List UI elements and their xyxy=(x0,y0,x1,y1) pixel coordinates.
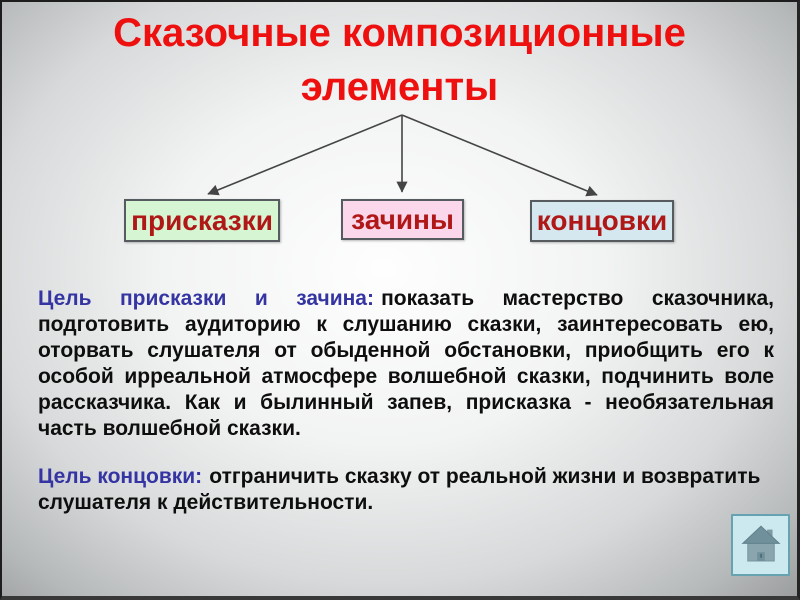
diagram-box-priskazki-label: присказки xyxy=(131,204,273,236)
home-button[interactable] xyxy=(731,514,790,576)
home-icon xyxy=(739,523,783,567)
paragraph-koncovka-lead: Цель концовки: xyxy=(38,465,203,488)
diagram-box-koncovki-label: концовки xyxy=(536,205,668,236)
diagram-box-koncovki xyxy=(530,200,674,242)
diagram-box-priskazki xyxy=(124,199,280,242)
page-title-line2: элементы xyxy=(300,65,499,109)
paragraph-koncovka xyxy=(38,464,774,516)
page-title-line1: Сказочные композиционные xyxy=(113,11,686,55)
page-title xyxy=(2,6,797,114)
paragraph-koncovka-body: отграничить сказку от реальной жизни и возвратить слушателя к действительности. xyxy=(38,465,761,514)
paragraph-priskazki-zachin xyxy=(38,286,774,442)
diagram-box-zachiny-label: зачины xyxy=(351,203,454,235)
body-text xyxy=(38,286,774,516)
diagram-box-zachiny xyxy=(341,199,464,240)
paragraph-priskazki-zachin-lead: Цель присказки и зачина: xyxy=(38,287,374,310)
paragraph-priskazki-zachin-body: показать мастерство сказочника, подготовить аудиторию к слушанию сказки, заинтересовать ею, оторвать слушателя от обыденной обстановки, приобщить его к особой ирреальной атмосфере волшебной сказки, подчинить воле рассказчика. Как и былинный запев, присказка - необязательная часть волшебной сказки. xyxy=(38,287,774,440)
